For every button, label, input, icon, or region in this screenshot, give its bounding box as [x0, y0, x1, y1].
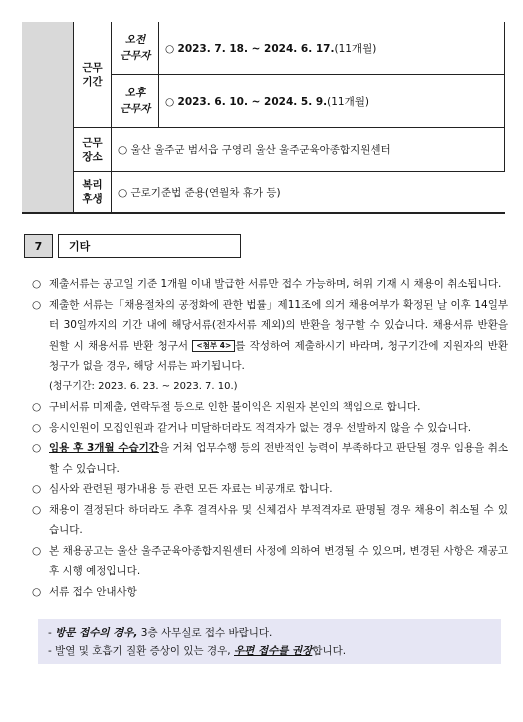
benefits-value [112, 185, 281, 200]
mail-tail: 합니다. [312, 645, 347, 657]
bullet: ○ [32, 585, 42, 598]
bullet: ○ [32, 483, 42, 495]
afternoon-shift-label-cell [112, 75, 159, 128]
bullet: ○ [32, 503, 42, 516]
benefits-label: 복리 후생 [82, 179, 103, 205]
list-item [32, 397, 508, 418]
list-item [32, 274, 508, 295]
benefits-value-cell [112, 172, 505, 212]
work-place-text: 울산 울주군 범서읍 구영리 울산 울주군육아종합지원센터 [130, 144, 391, 156]
item-text: 서류 접수 안내사항 [49, 585, 137, 598]
list-item [32, 418, 508, 439]
bullet: ○ [165, 42, 175, 55]
afternoon-shift-value [159, 94, 369, 109]
afternoon-duration: (11개월) [327, 95, 369, 108]
table-body [74, 22, 505, 212]
item-text-part: 제출한 서류는「채용절차의 공정화에 관한 법률」제11조에 의거 채용여부가 확정된 날 이후 14일부터 30일까지의 기간 내에 해당서류(전자서류 제외)의 반환을 청구할 수 있습니다. 채용서류 반환을 원할 시 채용서류 반환 청구서 [49, 298, 508, 352]
morning-date-range: 2023. 7. 18. ~ 2024. 6. 17. [177, 42, 335, 55]
benefits-label-cell [74, 172, 112, 212]
attachment-tag: <첨부 4> [192, 340, 235, 352]
item-text: 채용이 결정된다 하더라도 추후 결격사유 및 신체검사 부적격자로 판명될 경우 채용이 취소될 수 있습니다. [49, 503, 508, 536]
mail-text: 발열 및 호흡기 질환 증상이 있는 경우, [55, 645, 234, 657]
item-text-part: 를 작성하여 제출하시기 바라며, 청구기간에 지원자의 반환 청구가 없을 경우, 해당 서류는 파기됩니다. [49, 339, 508, 372]
list-item [32, 541, 508, 582]
work-place-label-cell [74, 128, 112, 172]
bullet: ○ [32, 442, 42, 454]
bullet: ○ [118, 144, 128, 156]
guide-line-mail [48, 642, 501, 660]
employment-info-table [22, 22, 505, 214]
dash: - [48, 645, 52, 657]
afternoon-shift-value-cell [159, 75, 505, 128]
bullet: ○ [32, 298, 42, 311]
work-period-label-cell [74, 22, 112, 128]
mail-emphasis: 우편 접수를 권장 [234, 645, 313, 657]
morning-duration: (11개월) [334, 42, 377, 55]
submission-guide-box [38, 619, 501, 664]
morning-shift-value [159, 41, 376, 56]
item-text [49, 438, 508, 479]
section-number: 7 [24, 234, 53, 258]
morning-shift-label: 오전 근무자 [119, 34, 151, 62]
afternoon-date-range: 2023. 6. 10. ~ 2024. 5. 9. [177, 95, 328, 108]
list-item [32, 500, 508, 541]
bullet: ○ [32, 421, 42, 434]
benefits-text: 근로기준법 준용(연월차 휴가 등) [130, 186, 281, 199]
bullet: ○ [32, 401, 42, 413]
item-text: 제출서류는 공고일 기준 1개월 이내 발급한 서류만 접수 가능하며, 허위 기재 시 채용이 취소됩니다. [49, 278, 502, 290]
work-period-label: 근무 기간 [82, 61, 103, 88]
bullet: ○ [118, 186, 128, 199]
list-item [32, 438, 508, 479]
guide-line-visit [48, 624, 501, 642]
request-period-note: (청구기간: 2023. 6. 23. ~ 2023. 7. 10.) [49, 380, 238, 392]
work-place-value [112, 142, 391, 157]
work-place-value-cell [112, 128, 505, 172]
item-text [49, 295, 508, 377]
item-text: 본 채용공고는 울산 울주군육아종합지원센터 사정에 의하여 변경될 수 있으며, 변경된 사항은 재공고 후 시행 예정입니다. [49, 544, 508, 577]
visit-text: 3층 사무실로 접수 바랍니다. [137, 627, 273, 639]
section-header [24, 234, 241, 258]
item-text: 응시인원이 모집인원과 같거나 미달하더라도 적격자가 없는 경우 선발하지 않을 수 있습니다. [49, 421, 472, 434]
notice-list [32, 274, 508, 602]
list-item [32, 479, 508, 500]
morning-shift-label-cell [112, 22, 159, 75]
morning-shift-value-cell [159, 22, 505, 75]
table-left-margin [22, 22, 74, 212]
visit-emphasis: 방문 접수의 경우, [55, 627, 138, 639]
item-text: 심사와 관련된 평가내용 등 관련 모든 자료는 비공개로 합니다. [49, 483, 333, 495]
bullet: ○ [165, 95, 175, 108]
afternoon-shift-label: 오후 근무자 [119, 87, 151, 115]
probation-emphasis: 임용 후 3개월 수습기간 [49, 442, 159, 454]
item-text-part: 을 거쳐 업무수행 등의 전반적인 능력이 부족하다고 판단될 경우 임용을 취소할 수 있습니다. [49, 442, 508, 475]
bullet: ○ [32, 278, 42, 290]
list-item [32, 295, 508, 377]
bullet: ○ [32, 544, 42, 557]
dash: - [48, 627, 52, 639]
section-title: 기타 [58, 234, 241, 258]
item-text: 구비서류 미제출, 연락두절 등으로 인한 불이익은 지원자 본인의 책임으로 합니다. [49, 401, 421, 413]
work-place-label: 근무 장소 [82, 136, 103, 163]
list-item [32, 582, 508, 603]
